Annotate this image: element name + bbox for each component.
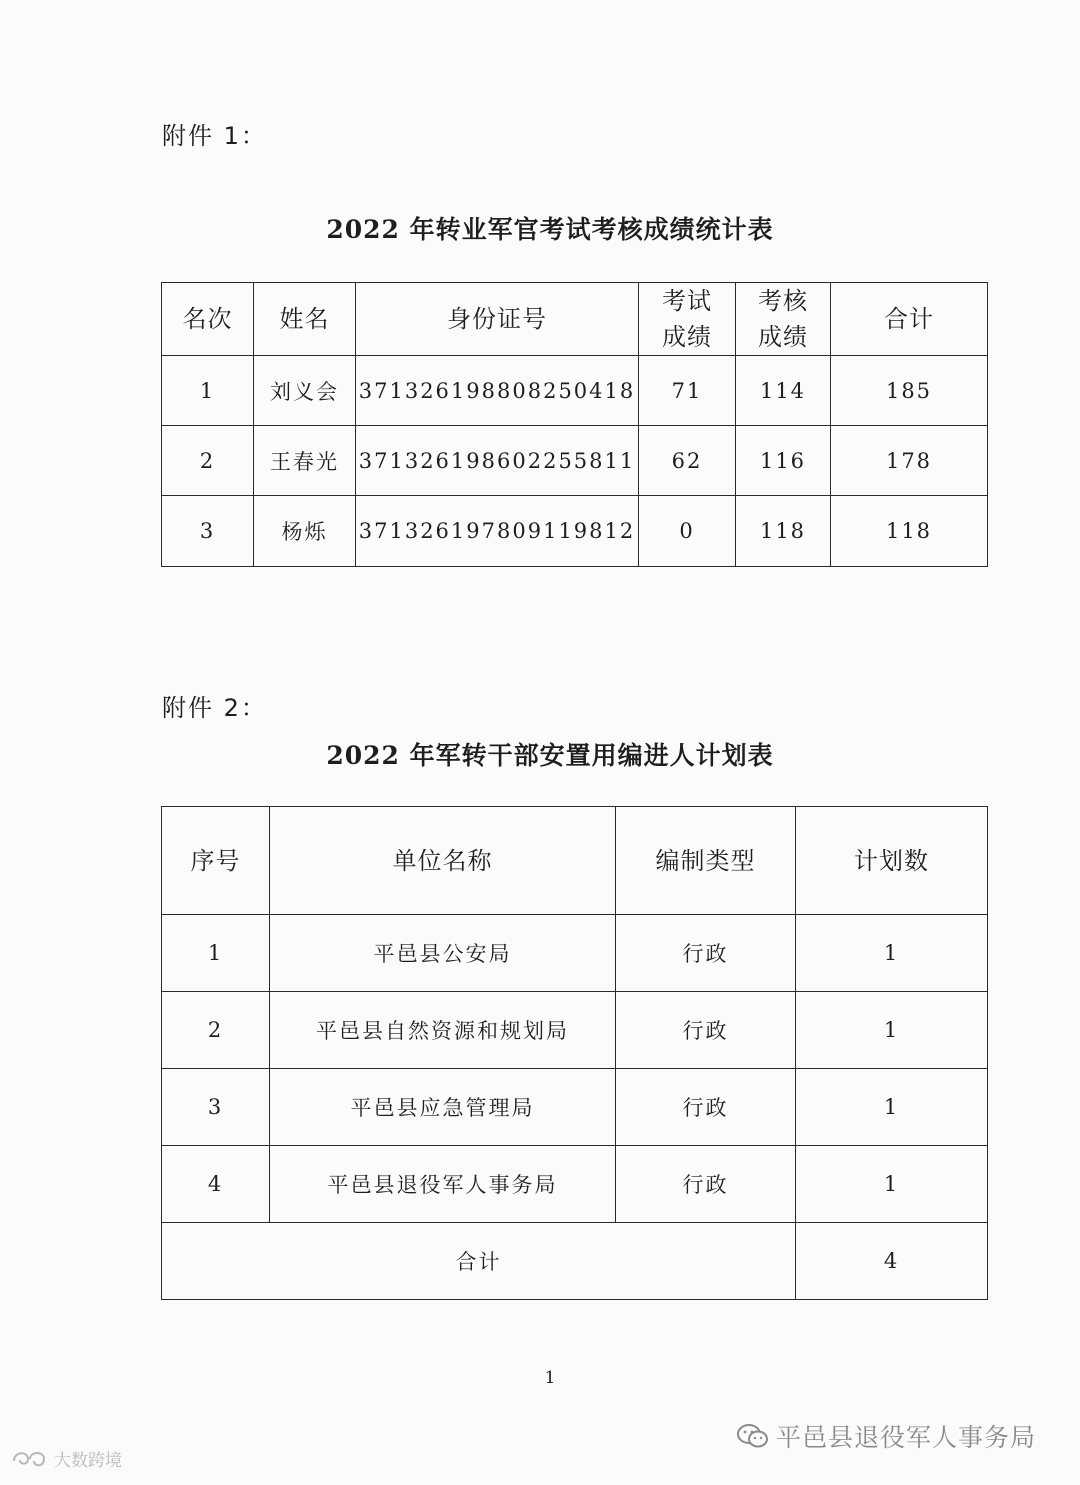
cell-type: 行政 — [616, 992, 796, 1069]
cell-name: 刘义会 — [254, 356, 356, 426]
cell-name: 王春光 — [254, 426, 356, 496]
attachment-2-title: 2022 年军转干部安置用编进人计划表 — [326, 741, 774, 770]
cell-exam: 71 — [639, 356, 736, 426]
header-rank: 名次 — [162, 283, 254, 356]
cell-exam: 0 — [639, 496, 736, 567]
attachment-1-label: 附件 1： — [162, 122, 267, 150]
cell-type: 行政 — [616, 1069, 796, 1146]
cell-rank: 3 — [162, 496, 254, 567]
cell-no: 3 — [162, 1069, 270, 1146]
cell-total: 178 — [831, 426, 988, 496]
total-value: 4 — [796, 1223, 988, 1300]
header-assess-line1: 考核 — [758, 287, 808, 315]
table-row — [162, 356, 988, 426]
cell-assess: 116 — [736, 426, 831, 496]
cell-type: 行政 — [616, 1146, 796, 1223]
header-unit: 单位名称 — [270, 807, 616, 915]
cell-plan: 1 — [796, 915, 988, 992]
header-total: 合计 — [831, 283, 988, 356]
table-header-row — [162, 807, 988, 915]
cell-no: 2 — [162, 992, 270, 1069]
total-row — [162, 1223, 988, 1300]
watermark-text: 大数跨境 — [54, 1451, 122, 1471]
cell-plan: 1 — [796, 1069, 988, 1146]
placement-plan-table — [161, 806, 988, 1300]
cell-rank: 1 — [162, 356, 254, 426]
cell-assess: 114 — [736, 356, 831, 426]
cell-unit: 平邑县自然资源和规划局 — [270, 992, 616, 1069]
attachment-2-label: 附件 2： — [162, 694, 267, 722]
wechat-icon — [736, 1423, 770, 1449]
cell-unit: 平邑县退役军人事务局 — [270, 1146, 616, 1223]
page-number: 1 — [544, 1368, 556, 1388]
header-plan: 计划数 — [796, 807, 988, 915]
header-assess-line2: 成绩 — [758, 323, 808, 351]
table-row — [162, 496, 988, 567]
table-row — [162, 915, 988, 992]
cell-exam: 62 — [639, 426, 736, 496]
header-assess-score — [736, 283, 831, 356]
header-type: 编制类型 — [616, 807, 796, 915]
cell-unit: 平邑县公安局 — [270, 915, 616, 992]
cell-name: 杨烁 — [254, 496, 356, 567]
account-name: 平邑县退役军人事务局 — [776, 1423, 1037, 1452]
cell-rank: 2 — [162, 426, 254, 496]
cell-type: 行政 — [616, 915, 796, 992]
cell-plan: 1 — [796, 1146, 988, 1223]
watermark — [10, 1446, 122, 1471]
cell-plan: 1 — [796, 992, 988, 1069]
header-no: 序号 — [162, 807, 270, 915]
account-brand — [736, 1418, 1036, 1454]
cell-total: 118 — [831, 496, 988, 567]
watermark-logo-icon — [10, 1447, 50, 1471]
exam-score-table — [161, 282, 988, 567]
header-exam-score — [639, 283, 736, 356]
cell-no: 1 — [162, 915, 270, 992]
table-header-row — [162, 283, 988, 356]
cell-id: 371326197809119812 — [356, 496, 639, 567]
header-exam-line1: 考试 — [662, 287, 712, 315]
table-row — [162, 1069, 988, 1146]
table-row — [162, 992, 988, 1069]
header-id: 身份证号 — [356, 283, 639, 356]
cell-no: 4 — [162, 1146, 270, 1223]
cell-total: 185 — [831, 356, 988, 426]
table-row — [162, 426, 988, 496]
header-name: 姓名 — [254, 283, 356, 356]
table-row — [162, 1146, 988, 1223]
header-exam-line2: 成绩 — [662, 323, 712, 351]
cell-unit: 平邑县应急管理局 — [270, 1069, 616, 1146]
cell-id: 371326198808250418 — [356, 356, 639, 426]
cell-assess: 118 — [736, 496, 831, 567]
total-label: 合计 — [162, 1223, 796, 1300]
cell-id: 371326198602255811 — [356, 426, 639, 496]
attachment-1-title: 2022 年转业军官考试考核成绩统计表 — [326, 215, 774, 244]
